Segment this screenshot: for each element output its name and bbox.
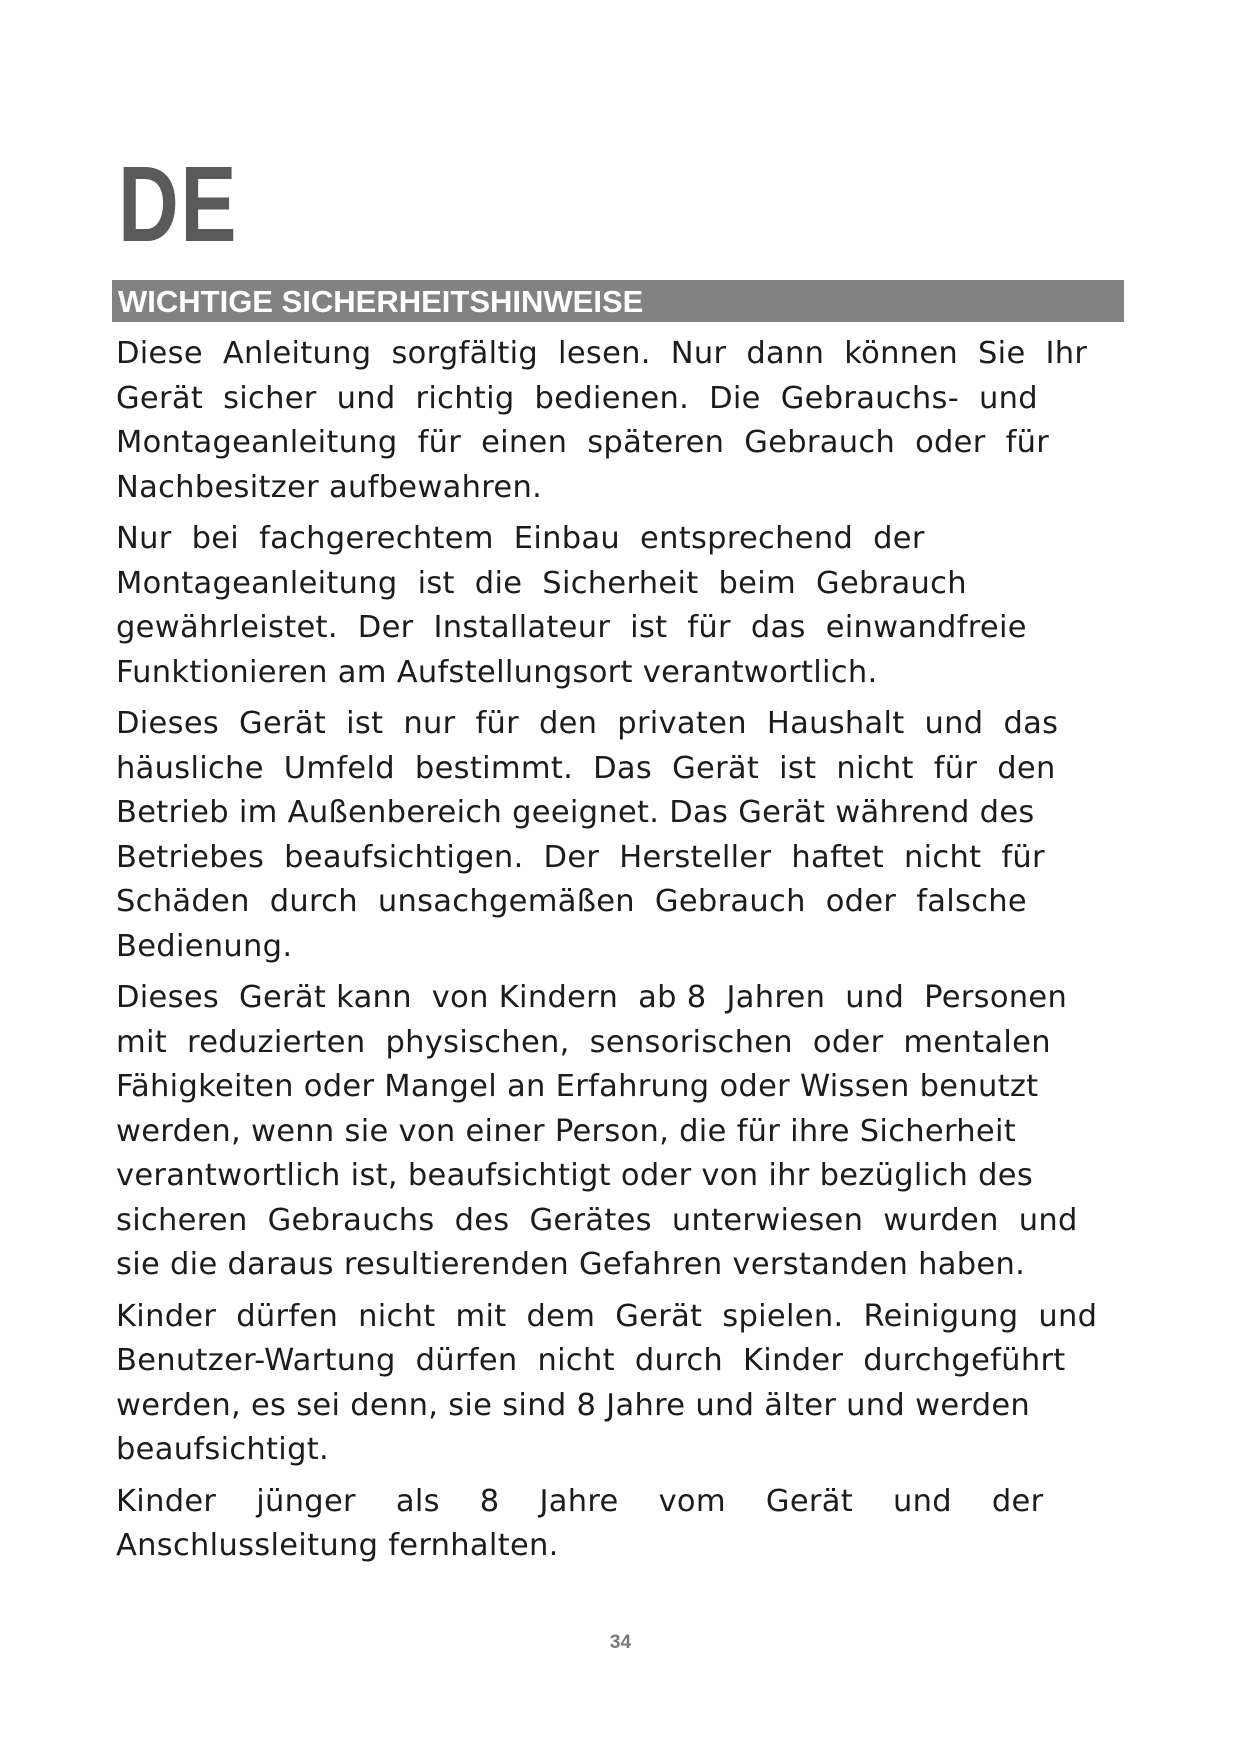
language-code-heading: DE: [118, 143, 239, 264]
text-line: beaufsichtigt.: [116, 1432, 329, 1467]
paragraph: [116, 332, 1166, 510]
text-line: Montageanleitung für einen späteren Gebrauch oder für: [116, 425, 1050, 460]
text-line: Fähigkeiten oder Mangel an Erfahrung oder Wissen benutzt: [116, 1069, 1039, 1104]
text-line: Gerät sicher und richtig bedienen. Die Gebrauchs- und: [116, 380, 1038, 416]
paragraph: [116, 1480, 1166, 1569]
text-line: gewährleistet. Der Installateur ist für das einwandfreie: [116, 610, 1027, 645]
text-line: Diese Anleitung sorgfältig lesen. Nur dann können Sie Ihr: [116, 336, 1088, 371]
text-line: Dieses Gerät ist nur für den privaten Haushalt und das: [116, 706, 1059, 741]
paragraph: [116, 702, 1166, 969]
text-line: Kinder jünger als 8 Jahre vom Gerät und der: [116, 1483, 1044, 1519]
text-line: Betriebes beaufsichtigen. Der Hersteller haftet nicht für: [116, 839, 1045, 875]
text-line: werden, wenn sie von einer Person, die für ihre Sicherheit: [116, 1113, 1016, 1149]
text-line: sicheren Gebrauchs des Gerätes unterwiesen wurden und: [116, 1202, 1078, 1238]
text-line: Anschlussleitung fernhalten.: [116, 1528, 559, 1563]
text-line: Bedienung.: [116, 928, 293, 964]
text-line: mit reduzierten physischen, sensorischen oder mentalen: [116, 1024, 1051, 1060]
text-line: sie die daraus resultierenden Gefahren verstanden haben.: [116, 1247, 1026, 1282]
text-line: Schäden durch unsachgemäßen Gebrauch oder falsche: [116, 884, 1027, 919]
section-title: WICHTIGE SICHERHEITSHINWEISE: [118, 284, 644, 319]
text-line: Montageanleitung ist die Sicherheit beim Gebrauch: [116, 565, 967, 601]
text-line: häusliche Umfeld bestimmt. Das Gerät ist nicht für den: [116, 750, 1056, 786]
text-line: Nur bei fachgerechtem Einbau entsprechend der: [116, 521, 925, 556]
text-line: Nachbesitzer aufbewahren.: [116, 469, 543, 505]
paragraph: [116, 976, 1166, 1288]
text-line: verantwortlich ist, beaufsichtigt oder von ihr bezüglich des: [116, 1158, 1034, 1193]
text-line: Kinder dürfen nicht mit dem Gerät spielen. Reinigung und: [116, 1298, 1098, 1334]
document-body: [116, 332, 1166, 1576]
text-line: Benutzer-Wartung dürfen nicht durch Kinder durchgeführt: [116, 1343, 1066, 1378]
paragraph: [116, 517, 1166, 695]
paragraph: [116, 1295, 1166, 1473]
text-line: Dieses Gerät kann von Kindern ab 8 Jahren und Personen: [116, 980, 1068, 1015]
text-line: Funktionieren am Aufstellungsort verantwortlich.: [116, 654, 878, 690]
text-line: Betrieb im Außenbereich geeignet. Das Gerät während des: [116, 795, 1035, 830]
page-number: 34: [609, 1632, 632, 1653]
text-line: werden, es sei denn, sie sind 8 Jahre und älter und werden: [116, 1387, 1031, 1423]
section-header-bar: [112, 280, 1124, 322]
